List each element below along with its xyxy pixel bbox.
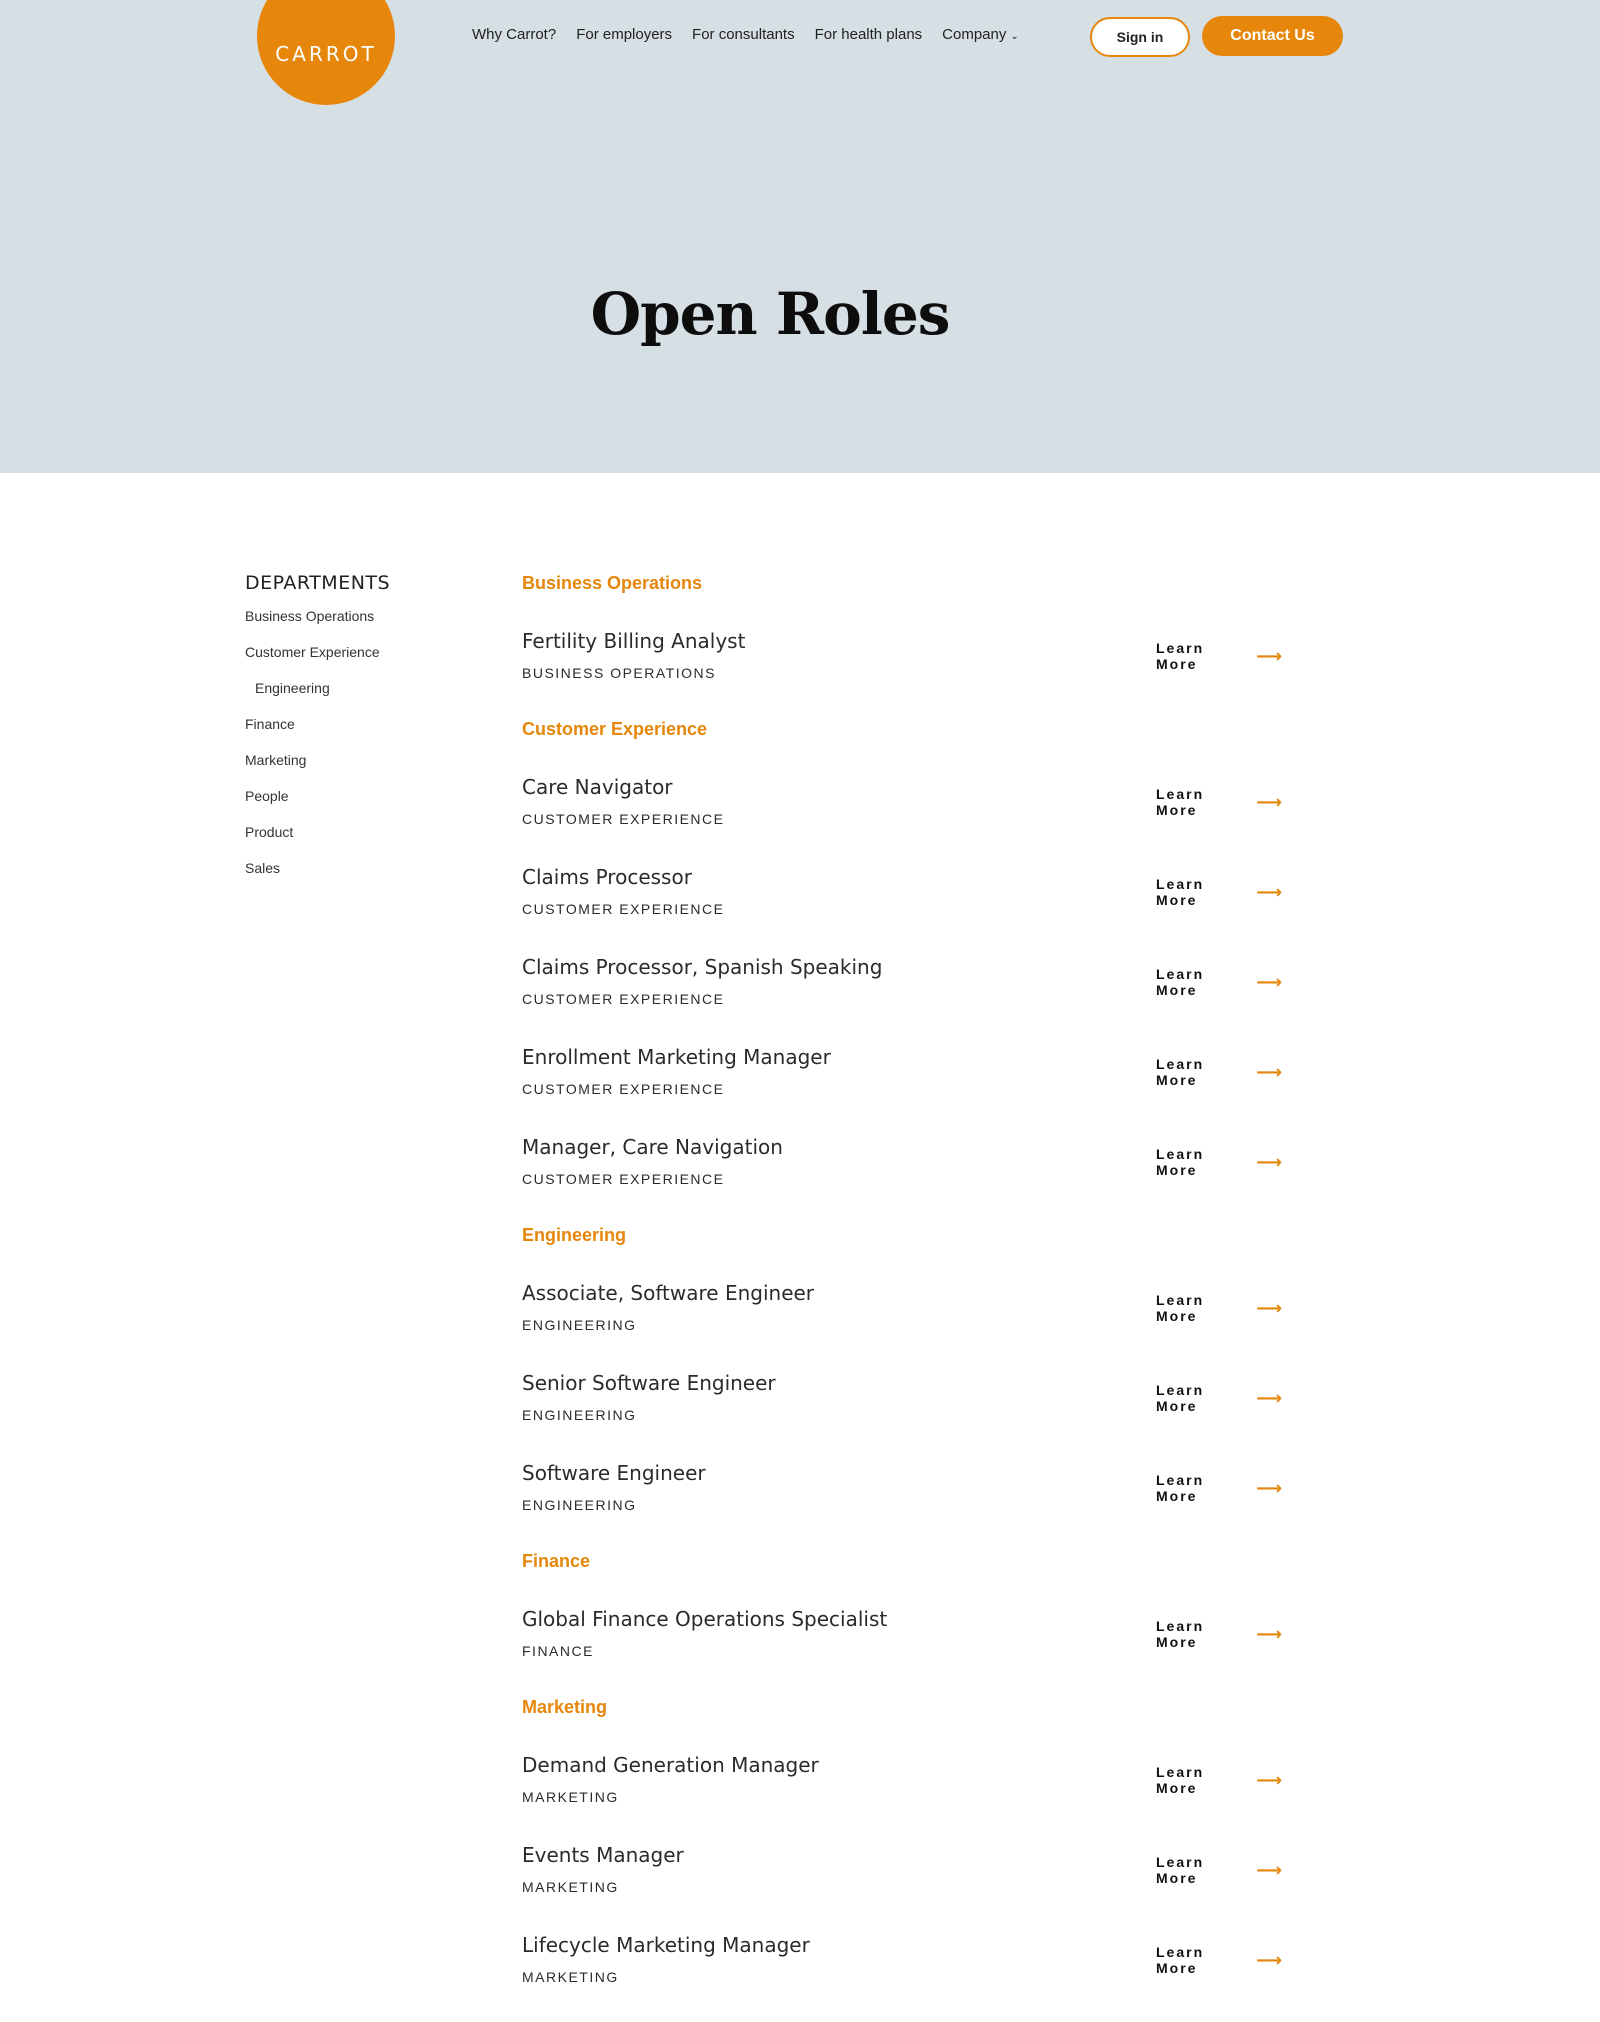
job-department: ENGINEERING bbox=[522, 1317, 637, 1333]
job-row bbox=[522, 1134, 1282, 1224]
learn-more-link[interactable] bbox=[1156, 1618, 1282, 1650]
sidebar-item-people[interactable]: People bbox=[245, 788, 289, 804]
arrow-right-icon: ⟶ bbox=[1256, 1387, 1282, 1408]
job-row bbox=[522, 864, 1282, 954]
departments-heading: DEPARTMENTS bbox=[245, 572, 391, 594]
hero-banner bbox=[0, 0, 1600, 473]
arrow-right-icon: ⟶ bbox=[1256, 1151, 1282, 1172]
job-title[interactable]: Manager, Care Navigation bbox=[522, 1135, 783, 1159]
section-heading: Business Operations bbox=[522, 573, 703, 593]
arrow-right-icon: ⟶ bbox=[1256, 1477, 1282, 1498]
job-row bbox=[522, 1932, 1282, 2022]
job-row bbox=[522, 1752, 1282, 1842]
learn-more-label: Learn More bbox=[1156, 1618, 1205, 1650]
sidebar-item-finance[interactable]: Finance bbox=[245, 716, 295, 732]
learn-more-label: Learn More bbox=[1156, 640, 1205, 672]
learn-more-label: Learn More bbox=[1156, 1292, 1205, 1324]
learn-more-label: Learn More bbox=[1156, 1944, 1205, 1976]
arrow-right-icon: ⟶ bbox=[1256, 791, 1282, 812]
arrow-right-icon: ⟶ bbox=[1256, 1859, 1282, 1880]
learn-more-link[interactable] bbox=[1156, 1292, 1282, 1324]
learn-more-label: Learn More bbox=[1156, 1472, 1205, 1504]
main-nav bbox=[472, 26, 1019, 43]
job-department: BUSINESS OPERATIONS bbox=[522, 665, 716, 681]
job-row bbox=[522, 1842, 1282, 1932]
job-department: MARKETING bbox=[522, 1789, 619, 1805]
section-heading: Finance bbox=[522, 1551, 591, 1571]
job-department: CUSTOMER EXPERIENCE bbox=[522, 901, 725, 917]
job-department: CUSTOMER EXPERIENCE bbox=[522, 991, 725, 1007]
sidebar-item-customer-experience[interactable]: Customer Experience bbox=[245, 644, 380, 660]
nav-for-consultants[interactable]: For consultants bbox=[692, 26, 795, 43]
job-row bbox=[522, 1606, 1282, 1696]
job-title[interactable]: Claims Processor bbox=[522, 865, 692, 889]
job-row bbox=[522, 628, 1282, 718]
job-title[interactable]: Global Finance Operations Specialist bbox=[522, 1607, 888, 1631]
job-department: FINANCE bbox=[522, 1643, 594, 1659]
sidebar-item-marketing[interactable]: Marketing bbox=[245, 752, 307, 768]
job-row bbox=[522, 954, 1282, 1044]
job-department: ENGINEERING bbox=[522, 1407, 637, 1423]
job-title[interactable]: Demand Generation Manager bbox=[522, 1753, 819, 1777]
job-row bbox=[522, 1280, 1282, 1370]
job-title[interactable]: Enrollment Marketing Manager bbox=[522, 1045, 831, 1069]
learn-more-link[interactable] bbox=[1156, 1056, 1282, 1088]
learn-more-label: Learn More bbox=[1156, 1764, 1205, 1796]
sidebar-item-sales[interactable]: Sales bbox=[245, 860, 281, 876]
job-title[interactable]: Associate, Software Engineer bbox=[522, 1281, 815, 1305]
job-row bbox=[522, 774, 1282, 864]
job-title[interactable]: Software Engineer bbox=[522, 1461, 706, 1485]
chevron-down-icon: ⌄ bbox=[1010, 31, 1019, 42]
learn-more-link[interactable] bbox=[1156, 966, 1282, 998]
carrot-logo[interactable] bbox=[257, 0, 395, 105]
job-title[interactable]: Lifecycle Marketing Manager bbox=[522, 1933, 810, 1957]
learn-more-link[interactable] bbox=[1156, 1472, 1282, 1504]
arrow-right-icon: ⟶ bbox=[1256, 971, 1282, 992]
logo-text: CARROT bbox=[275, 42, 377, 66]
learn-more-link[interactable] bbox=[1156, 1854, 1282, 1886]
section-heading: Customer Experience bbox=[522, 719, 708, 739]
job-department: ENGINEERING bbox=[522, 1497, 637, 1513]
job-title[interactable]: Care Navigator bbox=[522, 775, 673, 799]
sidebar-item-engineering[interactable]: Engineering bbox=[255, 680, 330, 696]
learn-more-label: Learn More bbox=[1156, 786, 1205, 818]
learn-more-label: Learn More bbox=[1156, 1382, 1205, 1414]
learn-more-label: Learn More bbox=[1156, 1056, 1205, 1088]
job-row bbox=[522, 1370, 1282, 1460]
nav-why-carrot[interactable]: Why Carrot? bbox=[472, 26, 557, 43]
job-title[interactable]: Events Manager bbox=[522, 1843, 684, 1867]
learn-more-link[interactable] bbox=[1156, 1146, 1282, 1178]
job-title[interactable]: Senior Software Engineer bbox=[522, 1371, 776, 1395]
learn-more-link[interactable] bbox=[1156, 876, 1282, 908]
nav-for-employers[interactable]: For employers bbox=[576, 26, 673, 43]
section-heading: Engineering bbox=[522, 1225, 627, 1245]
contact-us-button[interactable]: Contact Us bbox=[1202, 16, 1343, 56]
job-title[interactable]: Fertility Billing Analyst bbox=[522, 629, 746, 653]
arrow-right-icon: ⟶ bbox=[1256, 1949, 1282, 1970]
section-heading: Marketing bbox=[522, 1697, 608, 1717]
learn-more-label: Learn More bbox=[1156, 1854, 1205, 1886]
job-listings bbox=[522, 572, 1282, 2022]
nav-company-label: Company bbox=[942, 26, 1007, 43]
job-department: MARKETING bbox=[522, 1879, 619, 1895]
learn-more-label: Learn More bbox=[1156, 1146, 1205, 1178]
learn-more-link[interactable] bbox=[1156, 640, 1282, 672]
arrow-right-icon: ⟶ bbox=[1256, 645, 1282, 666]
job-department: CUSTOMER EXPERIENCE bbox=[522, 1081, 725, 1097]
sign-in-button[interactable]: Sign in bbox=[1090, 17, 1190, 57]
learn-more-link[interactable] bbox=[1156, 1944, 1282, 1976]
learn-more-label: Learn More bbox=[1156, 876, 1205, 908]
learn-more-link[interactable] bbox=[1156, 1764, 1282, 1796]
sidebar-item-business-operations[interactable]: Business Operations bbox=[245, 608, 375, 624]
job-row bbox=[522, 1044, 1282, 1134]
arrow-right-icon: ⟶ bbox=[1256, 1297, 1282, 1318]
page-title: Open Roles bbox=[590, 280, 950, 348]
arrow-right-icon: ⟶ bbox=[1256, 881, 1282, 902]
learn-more-link[interactable] bbox=[1156, 786, 1282, 818]
job-row bbox=[522, 1460, 1282, 1550]
arrow-right-icon: ⟶ bbox=[1256, 1623, 1282, 1644]
learn-more-link[interactable] bbox=[1156, 1382, 1282, 1414]
learn-more-label: Learn More bbox=[1156, 966, 1205, 998]
arrow-right-icon: ⟶ bbox=[1256, 1769, 1282, 1790]
job-department: CUSTOMER EXPERIENCE bbox=[522, 1171, 725, 1187]
sidebar-item-product[interactable]: Product bbox=[245, 824, 294, 840]
job-title[interactable]: Claims Processor, Spanish Speaking bbox=[522, 955, 883, 979]
nav-for-health-plans[interactable]: For health plans bbox=[814, 26, 923, 43]
job-department: CUSTOMER EXPERIENCE bbox=[522, 811, 725, 827]
nav-company[interactable] bbox=[942, 26, 1019, 43]
departments-list bbox=[245, 606, 380, 894]
arrow-right-icon: ⟶ bbox=[1256, 1061, 1282, 1082]
job-department: MARKETING bbox=[522, 1969, 619, 1985]
